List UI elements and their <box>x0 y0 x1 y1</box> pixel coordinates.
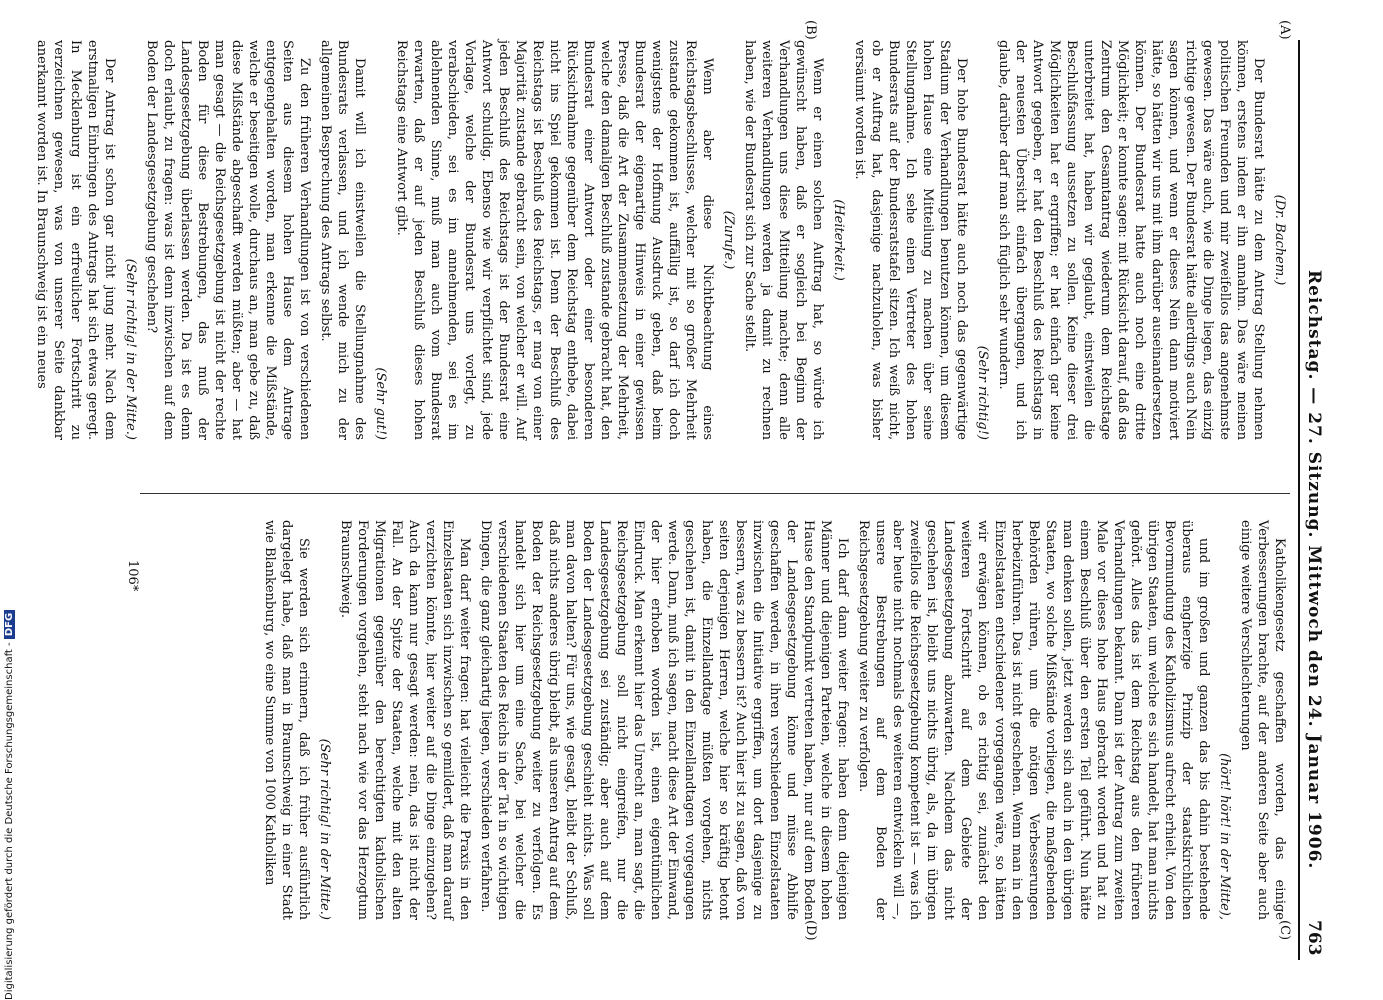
header-rule <box>1298 40 1300 960</box>
caption-text: Digitalisierung gefördert durch die Deutsche Forschungsgemeinschaft - <box>4 642 15 1000</box>
interjection: (Heiterkeit.) <box>831 199 846 281</box>
margin-marker-a: (A) <box>1277 20 1292 40</box>
paragraph: Sie werden sich erinnern, daß ich früher ausführlich dargelegt habe, daß man in Braunschweig in einer Stadt wie Blankenburg, wo eine Summe von 1000 Katholiken <box>262 520 311 920</box>
running-title: Reichstag. — 27. Sitzung. Mittwoch den 24. Januar 1906. <box>1304 270 1324 870</box>
margin-marker-c: (C) <box>1277 920 1292 941</box>
digitization-caption <box>4 0 15 1000</box>
interjection: (Sehr richtig!) <box>975 345 990 440</box>
rotated-page-content <box>34 20 1330 960</box>
column-divider <box>140 493 1290 494</box>
paragraph: Zu den früheren Verhandlungen ist von verschiedenen Seiten aus diesem hohen Hause dem Antrage entgegengehalten worden, man erkenne die Mißstände, welche er beseitigen wolle, durchaus an, man gebe zu, daß diese Mißstände abgeschafft werden müßten; aber — hat man gesagt — die Reichsgesetzgebung ist nicht der rechte Boden für diese Bestrebungen, das muß der Landesgesetzgebung überlassen werden. Da ist es denn doch erlaubt, zu fragen: was ist denn inzwischen auf dem Boden der Landesgesetzgebung geschehen? <box>144 40 312 440</box>
paragraph: Der hohe Bundesrat hätte auch noch das gegenwärtige Stadium der Verhandlungen benutzen können, um diesem hohen Hause eine Mitteilung zu machen über seine Stellungnahme. Ich sehe einen Vertreter des hohen Bundesrats auf der Bundesratstafel sitzen. Ich weiß nicht, ob er Auftrag hat, dasjenige nachzuholen, was bisher versäumt worden ist. <box>852 40 969 440</box>
dfg-logo: DFG <box>4 610 15 639</box>
interjection: (Sehr gut!) <box>373 367 388 440</box>
interjection: (Zurufe.) <box>721 210 736 270</box>
margin-marker-d: (D) <box>803 920 818 941</box>
footer-page-ref: 106* <box>125 560 140 592</box>
paragraph: Ich darf dann weiter fragen: haben denn diejenigen Männer und diejenigen Parteien, welche in diesem hohen Hause den Standpunkt vertreten haben, nur auf dem Boden der Landesgesetzgebung könne und müsse Abhilfe geschaffen werden, in ihren verschiedenen Einzelstaaten inzwischen die Initiative ergriffen, um dort dasjenige zu bessern, was zu bessern ist? Auch hier ist zu sagen, daß von seiten derjenigen Herren, welche hier so kräftig betont haben, die Einzellandtage müßten vorgehen, nichts geschehen ist, damit in den Einzellandtagen vorgegangen werde. Dann, muß ich sagen, macht diese Art der Einwand, der hier erhoben worden ist, einen eigentümlichen Eindruck. Man erkennt hier das Unrecht an, man sagt, die Reichsgesetzgebung soll nicht eingreifen, nur die Landesgesetzgebung sei zuständig; aber auch auf dem Boden der Landesgesetzgebung geschieht nichts. Was soll man davon halten? Für uns, wie gesagt, bleibt der Schluß, daß nichts anderes übrig bleibt, als unseren Antrag auf dem Boden der Reichsgesetzgebung weiter zu verfolgen. Es handelt sich hier um eine Sache, bei welcher die verschiedenen Staaten des Reichs in der Tat in so wichtigen Dingen, die ganz gleichartig liegen, verschieden verfahren. <box>478 520 850 920</box>
paragraph: Man darf weiter fragen: hat vielleicht die Praxis in den Einzelstaaten sich inzwischen so gemildert, daß man darauf verzichten könnte, hier weiter auf die Dinge einzugehen? Auch da kann nur gesagt werden: nein, das ist nicht der Fall. An der Spitze der Staaten, welche mit den alten Migrationen gegenüber den berechtigten katholischen Forderungen vorgehen, steht nach wie vor das Herzogtum Braunschweig. <box>338 520 472 920</box>
speaker-name: (Dr. Bachem.) <box>1272 194 1287 286</box>
margin-marker-b: (B) <box>803 20 818 40</box>
page-number: 763 <box>1304 920 1324 956</box>
paragraph: Wenn aber diese Nichtbeachtung eines Reichstagsbeschlusses, welcher mit so großer Mehrheit zustande gekommen ist, auffällig ist, so darf ich doch wenigstens der Hoffnung Ausdruck geben, daß beim Bundesrat der eigenartige Hinweis in einer gewissen Presse, daß die Art der Zusammensetzung der Mehrheit, welche den damaligen Beschluß zustande gebracht hat, den Bundesrat einer Antwort oder einer besonderen Rücksichtnahme gegenüber dem Reichstag enthebe, dabei nicht ins Spiel gekommen ist. Denn der Beschluß des Reichstags ist Beschluß des Reichstags, er mag von einer Majorität zustande gebracht sein, von welcher er will. Auf jeden Beschluß des Reichstags ist der Bundesrat eine Antwort schuldig. Ebenso wie wir verpflichtet sind, jede Vorlage, welche der Bundesrat uns vorlegt, zu verabschieden, sei es im annehmenden, sei es im ablehnenden Sinne, muß man auch vom Bundesrat erwarten, daß er auf jeden Beschluß dieses hohen Reichstags eine Antwort gibt. <box>394 40 715 440</box>
paragraph: Wenn er einen solchen Auftrag hat, so würde ich gewünscht haben, daß er sogleich bei Beginn der Verhandlungen uns diese Mitteilung machte; denn alle weiteren Verhandlungen werden ja damit zu rechnen haben, wie der Bundesrat sich zur Sache stellt. <box>742 40 825 440</box>
interjection: (hört! hört! in der Mitte), <box>1217 753 1232 920</box>
paragraph: und im großen und ganzen das bis dahin bestehende überaus engherzige Prinzip der staatskirchlichen Bevormundung des Katholizismus aufrecht erhielt. Von den übrigen Staaten, um welche es sich handelt, hat man nichts gehört. Alles das ist dem Reichstag aus den früheren Verhandlungen bekannt. Dann ist der Antrag zum zweiten Male vor dieses hohe Haus gebracht worden und hat zu einem Beschluß über den ersten Teil geführt. Nun hätte man denken sollen, jetzt werden sich auch in den übrigen Staaten, wo solche Mißstände vorliegen, die maßgebenden Behörden rühren, um die nötigen Verbesserungen herbeizuführen. Das ist nicht geschehen. Wenn man in den Einzelstaaten entschiedener vorgegangen wäre, so hätten wir erwägen können, ob es richtig sei, zunächst den weiteren Fortschritt auf dem Gebiete der Landesgesetzgebung abzuwarten. Nachdem das nicht geschehen ist, bleibt uns nichts übrig, als, da im übrigen zweifellos die Reichsgesetzgebung kompetent ist — was ich aber heute nicht nochmals des weiteren entwickeln will —, unsere Bestrebungen auf dem Boden der Reichsgesetzgebung weiter zu verfolgen. <box>856 520 1211 920</box>
paragraph: Damit will ich einstweilen die Stellungnahme des Bundesrats verlassen, und ich wende mich zu der allgemeinen Besprechung des Antrags selbst. <box>318 40 367 440</box>
right-text-column <box>257 520 1288 920</box>
paragraph: Der Antrag ist schon gar nicht jung mehr. Nach dem erstmaligen Einbringen des Antrags hat sich etwas geregt. In Mecklenburg ist ein erfreulicher Fortschritt zu verzeichnen gewesen, was von unserer Seite dankbar anerkannt worden ist. In Braunschweig ist ein neues <box>34 40 117 440</box>
paragraph: Katholikengesetz geschaffen worden, das einige Verbesserungen brachte, auf der anderen Seite aber auch einige weitere Verschlechterungen <box>1238 520 1287 920</box>
interjection: (Sehr richtig! in der Mitte.) <box>123 258 138 440</box>
interjection: (Sehr richtig! in der Mitte.) <box>317 738 332 920</box>
left-text-column <box>29 40 1288 440</box>
paragraph: Der Bundesrat hätte zu dem Antrag Stellung nehmen können, erstens indem er ihn annahm. Das wäre meinen politischen Freunden und mir zweifellos das angenehmste gewesen. Das wäre auch, wie die Dinge liegen, das einzig richtige gewesen. Der Bundesrat hätte allerdings auch Nein sagen können, und wenn er dieses Nein dann motiviert hätte, so hätten wir uns mit ihm darüber auseinandersetzen können. Der Bundesrat hatte auch noch eine dritte Möglichkeit; er konnte sagen: mit Rücksicht darauf, daß das Zentrum den Gesamtantrag wiederum dem Reichstage unterbreitet hat, haben wir geglaubt, einstweilen die Beschlußfassung aussetzen zu sollen. Keine dieser drei Möglichkeiten hat er ergriffen; er hat einfach gar keine Antwort gegeben, er hat den Beschluß des Reichstags in der neuesten Übersicht einfach übergangen, und ich glaube, darüber darf man sich füglich sehr wundern. <box>996 40 1266 440</box>
page-header <box>1296 40 1330 960</box>
